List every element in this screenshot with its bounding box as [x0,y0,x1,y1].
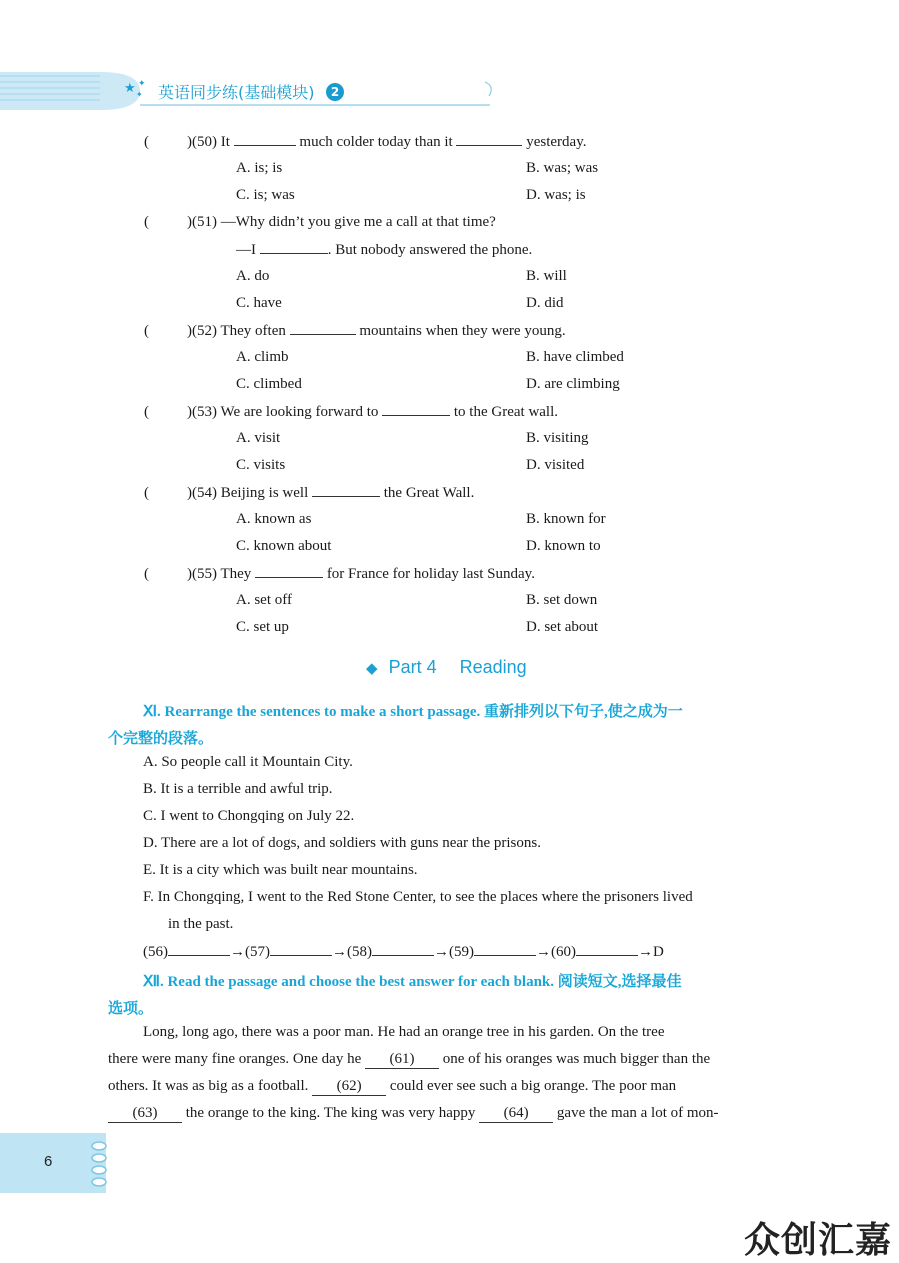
header-title: 英语同步练(基础模块) [158,83,315,102]
option-a[interactable]: A. set off [236,592,292,608]
option-c[interactable]: C. climbed [236,376,302,392]
option-a[interactable]: A. do [236,268,270,284]
volume-badge: 2 [326,83,344,101]
question-53: ( )(53) We are looking forward to to the Great wall. [144,404,559,420]
option-d[interactable]: D. visited [526,457,585,473]
sentence-d: D. There are a lot of dogs, and soldiers with guns near the prisons. [143,835,541,851]
numbered-blank[interactable]: (63) [108,1105,182,1123]
option-c[interactable]: C. visits [236,457,286,473]
answer-blank[interactable] [474,943,536,956]
answer-blank[interactable] [255,565,323,578]
option-c[interactable]: C. known about [236,538,332,554]
sentence-e: E. It is a city which was built near mountains. [143,862,418,878]
sentence-f-cont: in the past. [168,916,234,932]
option-c[interactable]: C. is; was [236,187,295,203]
decorative-rings-icon [88,1140,110,1188]
option-a[interactable]: A. visit [236,430,281,446]
answer-blank[interactable] [234,133,296,146]
answer-blank[interactable] [382,403,450,416]
answer-blank[interactable] [270,943,332,956]
page-number: 6 [44,1153,53,1170]
option-b[interactable]: B. visiting [526,430,589,446]
answer-blank[interactable] [576,943,638,956]
question-55: ( )(55) They for France for holiday last Sunday. [144,566,535,582]
answer-blank[interactable] [168,943,230,956]
option-d[interactable]: D. known to [526,538,601,554]
sentence-c: C. I went to Chongqing on July 22. [143,808,355,824]
question-52: ( )(52) They often mountains when they were young. [144,323,566,339]
numbered-blank[interactable]: (64) [479,1105,553,1123]
sentence-b: B. It is a terrible and awful trip. [143,781,333,797]
question-50: ( )(50) It much colder today than it yesterday. [144,134,587,150]
passage-line: (63) the orange to the king. The king was very happy (64) gave the man a lot of mon- [108,1105,719,1123]
passage-line: there were many fine oranges. One day he (61) one of his oranges was much bigger than the [108,1051,711,1067]
option-d[interactable]: D. did [526,295,564,311]
question-54: ( )(54) Beijing is well the Great Wall. [144,485,475,501]
answer-blank[interactable] [260,241,328,254]
option-d[interactable]: D. was; is [526,187,586,203]
option-b[interactable]: B. have climbed [526,349,624,365]
option-b[interactable]: B. set down [526,592,598,608]
option-d[interactable]: D. are climbing [526,376,620,392]
instruction-xi: Ⅺ. Rearrange the sentences to make a short passage. 重新排列以下句子,使之成为一 [143,704,683,720]
star-icon: ★ [124,80,136,95]
option-c[interactable]: C. set up [236,619,289,635]
option-a[interactable]: A. known as [236,511,312,527]
option-c[interactable]: C. have [236,295,282,311]
passage-line: others. It was as big as a football. (62) could ever see such a big orange. The poor man [108,1078,677,1094]
question-51: ( )(51) —Why didn’t you give me a call at that time? [144,214,496,230]
option-d[interactable]: D. set about [526,619,599,635]
star-icon: ✦ [138,78,146,88]
instruction-xii-cont: 选项。 [108,1001,154,1017]
option-a[interactable]: A. climb [236,349,289,365]
passage-line: Long, long ago, there was a poor man. He had an orange tree in his garden. On the tree [143,1024,665,1040]
option-b[interactable]: B. known for [526,511,606,527]
sequence-answer: (56) →(57) →(58) →(59) →(60) →D [143,944,664,960]
watermark-logo: 众创汇嘉 [744,1220,893,1261]
option-b[interactable]: B. was; was [526,160,599,176]
answer-blank[interactable] [372,943,434,956]
numbered-blank[interactable]: (61) [365,1051,439,1069]
answer-blank[interactable] [290,322,356,335]
numbered-blank[interactable]: (62) [312,1078,386,1096]
option-a[interactable]: A. is; is [236,160,283,176]
sentence-f: F. In Chongqing, I went to the Red Stone Center, to see the places where the prisoners lived [143,889,693,905]
option-b[interactable]: B. will [526,268,567,284]
sentence-a: A. So people call it Mountain City. [143,754,353,770]
section-title: ◆ Part 4 Reading [366,657,527,677]
instruction-xii: Ⅻ. Read the passage and choose the best answer for each blank. 阅读短文,选择最佳 [143,974,682,990]
diamond-icon: ◆ [366,660,378,677]
star-icon: ✦ [136,90,143,99]
answer-blank[interactable] [456,133,522,146]
question-51-line2: —I . But nobody answered the phone. [236,242,533,258]
instruction-xi-cont: 个完整的段落。 [108,731,214,747]
answer-blank[interactable] [312,484,380,497]
